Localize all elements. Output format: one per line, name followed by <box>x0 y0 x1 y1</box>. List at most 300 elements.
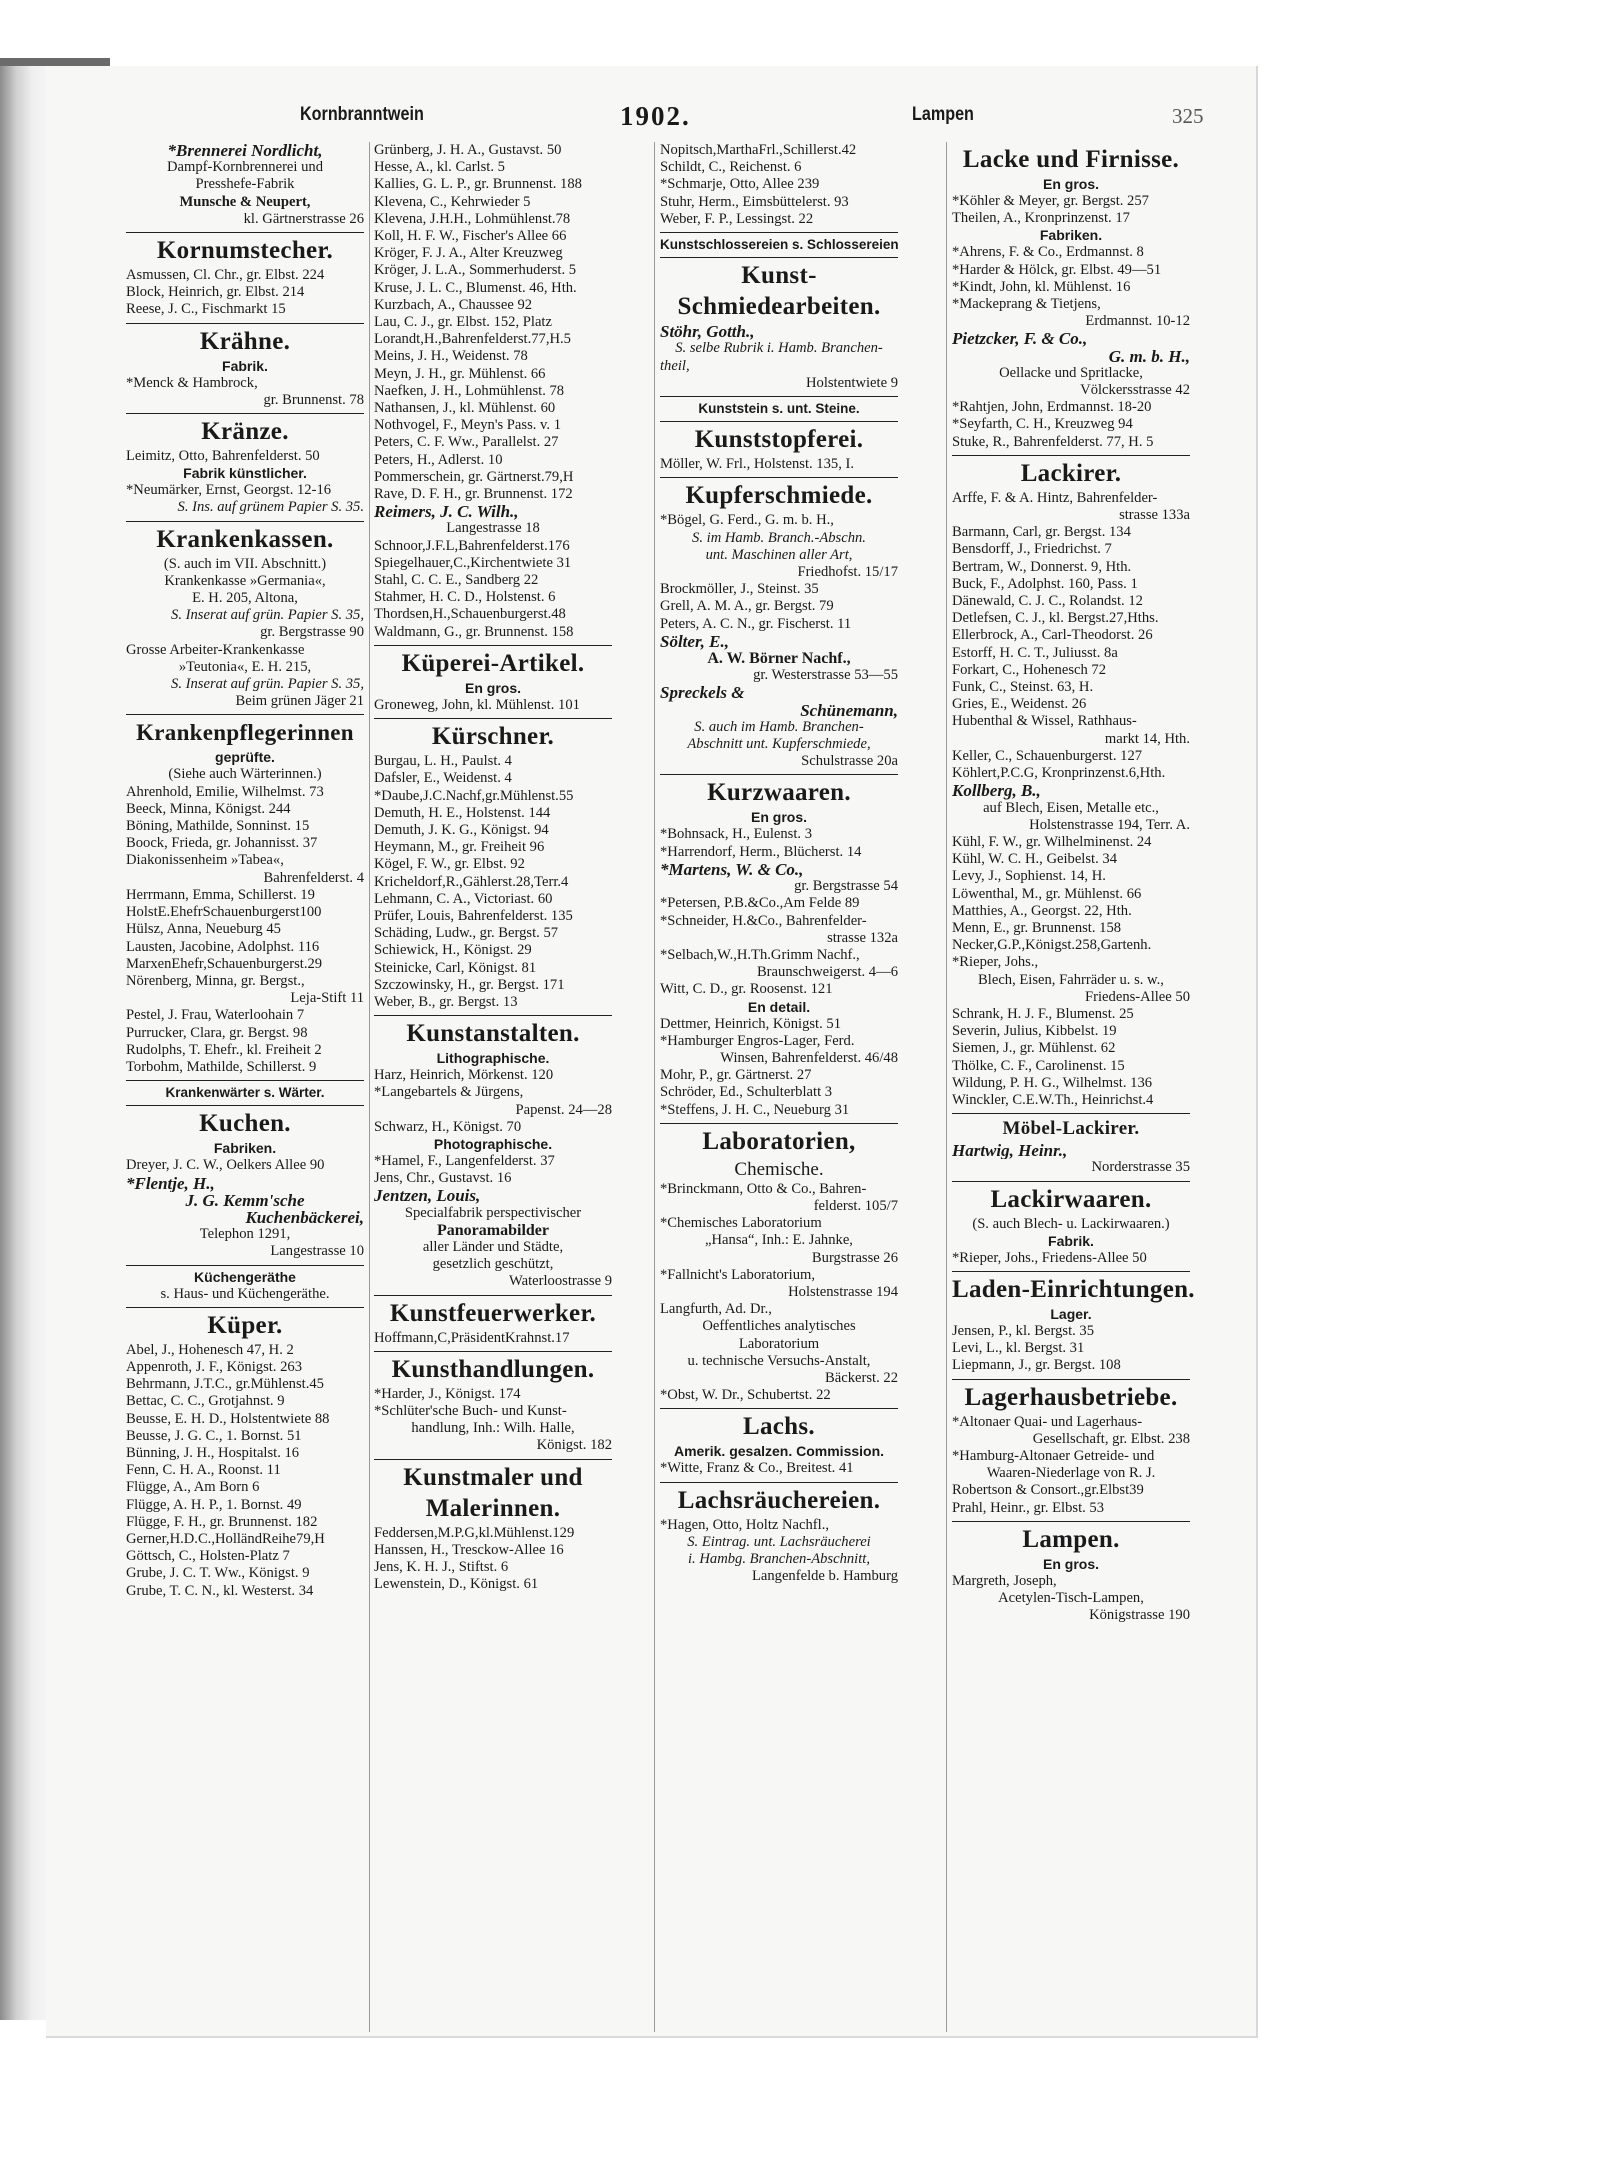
entry-line: *Altonaer Quai- und Lagerhaus- <box>952 1413 1143 1430</box>
entry-line: Pestel, J. Frau, Waterloohain 7 <box>126 1007 305 1024</box>
entry-line: Hanssen, H., Tresckow-Allee 16 <box>374 1541 564 1558</box>
page-header <box>300 101 1240 136</box>
divider <box>660 1482 898 1483</box>
entry-line: Holstenstrasse 194, Terr. A. <box>1029 816 1190 833</box>
entry-line: Forkart, C., Hohenesch 72 <box>952 661 1107 678</box>
entry-line: Langfurth, Ad. Dr., <box>660 1301 772 1318</box>
category-heading: Kunst- <box>741 262 817 290</box>
entry-line: *Bögel, G. Ferd., G. m. b. H., <box>660 512 834 529</box>
entry-line: *Harder, J., Königst. 174 <box>374 1385 521 1402</box>
divider <box>952 1379 1190 1380</box>
category-heading: Lackirer. <box>1020 459 1122 487</box>
divider <box>952 1521 1190 1522</box>
divider <box>374 1015 612 1016</box>
entry-line: *Hagen, Otto, Holtz Nachfl., <box>660 1516 829 1533</box>
entry-line: Grube, J. C. T. Ww., Königst. 9 <box>126 1565 310 1582</box>
entry-line: Kühl, W. C. H., Geibelst. 34 <box>952 851 1117 868</box>
entry-line: Levi, L., kl. Bergst. 31 <box>952 1340 1085 1357</box>
entry-line: gr. Bergstrasse 54 <box>794 878 898 895</box>
entry-line: Stuke, R., Bahrenfelderst. 77, H. 5 <box>952 433 1154 450</box>
cross-reference: Krankenwärter s. Wärter. <box>165 1085 325 1101</box>
directory-column-1 <box>126 142 364 1600</box>
subcategory: Photographische. <box>433 1135 553 1152</box>
entry-line: Prahl, Heinr., gr. Elbst. 53 <box>952 1499 1105 1516</box>
divider <box>126 1080 364 1081</box>
entry-line: Liepmann, J., gr. Bergst. 108 <box>952 1357 1121 1374</box>
category-heading: Küper. <box>207 1311 283 1339</box>
entry-line: Beusse, E. H. D., Holstentwiete 88 <box>126 1410 330 1427</box>
entry-line: Brockmöller, J., Steinst. 35 <box>660 581 819 598</box>
firm-name: Pietzcker, F. & Co., <box>952 330 1088 348</box>
divider <box>126 714 364 715</box>
category-heading: Schmiedearbeiten. <box>677 293 881 321</box>
entry-line: Kurzbach, A., Chaussee 92 <box>374 296 533 313</box>
cross-reference: Kunststein s. unt. Steine. <box>698 401 860 417</box>
entry-line: auf Blech, Eisen, Metalle etc., <box>983 799 1159 816</box>
category-heading: Kunstanstalten. <box>406 1020 580 1048</box>
entry-line: s. Haus- und Küchengeräthe. <box>160 1285 330 1302</box>
firm-name: Reimers, J. C. Wilh., <box>374 503 519 521</box>
entry-line: *Bohnsack, H., Eulenst. 3 <box>660 826 813 843</box>
entry-line: Burgstrasse 26 <box>811 1249 898 1266</box>
entry-line: Weber, B., gr. Bergst. 13 <box>374 993 518 1010</box>
firm-name: Sölter, E., <box>660 632 729 651</box>
entry-line: Nopitsch,MarthaFrl.,Schillerst.42 <box>660 142 857 158</box>
entry-line: Oellacke und Spritlacke, <box>999 364 1143 381</box>
category-heading: Laboratorien, <box>702 1127 856 1155</box>
entry-line: Menn, E., gr. Brunnenst. 158 <box>952 919 1122 936</box>
entry-line: Funk, C., Steinst. 63, H. <box>952 679 1094 696</box>
category-heading: Krankenkassen. <box>156 525 334 553</box>
running-head-left: Kornbranntwein <box>300 104 424 125</box>
entry-line: Lehmann, C. A., Victoriast. 60 <box>374 890 553 907</box>
divider <box>374 1295 612 1296</box>
entry-line: Weber, F. P., Lessingst. 22 <box>660 210 814 227</box>
entry-line: *Steffens, J. H. C., Neueburg 31 <box>660 1101 850 1118</box>
category-heading: Kornumstecher. <box>156 237 334 265</box>
entry-line: Stuhr, Herm., Eimsbüttelerst. 93 <box>660 193 849 210</box>
entry-line: Dreyer, J. C. W., Oelkers Allee 90 <box>126 1157 325 1174</box>
divider <box>660 232 898 233</box>
entry-line: *Rieper, Johs., <box>952 954 1039 971</box>
entry-line: Hubenthal & Wissel, Rathhaus- <box>952 713 1137 730</box>
entry-line: Detlefsen, C. J., kl. Bergst.27,Hths. <box>952 610 1159 627</box>
entry-line: Krankenkasse »Germania«, <box>164 572 326 589</box>
book-spine-shadow <box>0 60 46 2020</box>
entry-line: Demuth, H. E., Holstenst. 144 <box>374 804 551 821</box>
entry-line: Peters, H., Adlerst. 10 <box>374 451 503 468</box>
entry-line: Ahrenhold, Emilie, Wilhelmst. 73 <box>126 783 324 800</box>
entry-line: Holstentwiete 9 <box>805 374 898 391</box>
entry-line: Wildung, P. H. G., Wilhelmst. 136 <box>952 1074 1153 1091</box>
entry-line: *Hamburg-Altonaer Getreide- und <box>952 1447 1155 1464</box>
entry-line: Stahmer, H. C. D., Holstenst. 6 <box>374 589 556 606</box>
entry-line: Holstenstrasse 194 <box>788 1283 898 1300</box>
entry-line: gr. Bergstrasse 90 <box>260 624 364 641</box>
entry-line: Hesse, A., kl. Carlst. 5 <box>374 159 505 176</box>
entry-line: Bäckerst. 22 <box>825 1369 898 1386</box>
entry-line: E. H. 205, Altona, <box>192 590 298 607</box>
entry-line: Pommerschein, gr. Gärtnerst.79,H <box>374 468 574 485</box>
running-head-year: 1902. <box>620 101 691 131</box>
entry-line: Flügge, A. H. P., 1. Bornst. 49 <box>126 1496 302 1513</box>
entry-line: Königstrasse 190 <box>1089 1607 1190 1624</box>
entry-line: Peters, A. C. N., gr. Fischerst. 11 <box>660 615 852 632</box>
entry-line: Fenn, C. H. A., Roonst. 11 <box>126 1462 281 1479</box>
entry-line: Kruse, J. L. C., Blumenst. 46, Hth. <box>374 279 577 296</box>
entry-line: S. auch im Hamb. Branchen- <box>694 718 864 735</box>
entry-line: Beim grünen Jäger 21 <box>235 693 364 710</box>
entry-line: S. im Hamb. Branch.-Abschn. <box>692 529 866 546</box>
entry-line: Bünning, J. H., Hospitalst. 16 <box>126 1444 300 1461</box>
entry-line: Appenroth, J. F., Königst. 263 <box>126 1358 302 1375</box>
entry-line: Gries, E., Weidenst. 26 <box>952 696 1087 713</box>
category-heading: Krankenpflegerinnen <box>136 720 354 746</box>
entry-line: *Rahtjen, John, Erdmannst. 18-20 <box>952 399 1152 416</box>
category-heading: Lagerhausbetriebe. <box>964 1383 1178 1411</box>
entry-line: *Selbach,W.,H.Th.Grimm Nachf., <box>660 946 860 963</box>
divider <box>660 774 898 775</box>
entry-line: Dampf-Kornbrennerei und <box>166 159 323 176</box>
entry-line: Jensen, P., kl. Bergst. 35 <box>952 1322 1095 1339</box>
entry-line: Thordsen,H.,Schauenburgerst.48 <box>374 606 566 623</box>
entry-line: Szczowinsky, H., gr. Bergst. 171 <box>374 976 565 993</box>
entry-line: *Hamel, F., Langenfelderst. 37 <box>374 1152 555 1169</box>
category-heading: Kunstfeuerwerker. <box>389 1299 597 1327</box>
entry-line: Braunschweigerst. 4—6 <box>756 964 898 981</box>
entry-line: S. Ins. auf grünem Papier S. 35. <box>177 499 364 516</box>
entry-line: Bettac, C. C., Grotjahnst. 9 <box>126 1393 285 1410</box>
entry-line: MarxenEhefr,Schauenburgerst.29 <box>126 955 323 972</box>
entry-line: Schröder, Ed., Schulterblatt 3 <box>660 1084 833 1101</box>
entry-line: Groneweg, John, kl. Mühlenst. 101 <box>374 696 580 713</box>
firm-name: *Brennerei Nordlicht, <box>167 142 323 160</box>
entry-line: Köhlert,P.C.G, Kronprinzenst.6,Hth. <box>952 765 1166 782</box>
divider <box>126 1265 364 1266</box>
entry-line: S. Inserat auf grün. Papier S. 35, <box>171 607 364 624</box>
firm-name: Munsche & Neupert, <box>179 193 311 210</box>
entry-line: *Menck & Hambrock, <box>126 374 258 391</box>
entry-line: Königst. 182 <box>536 1437 612 1454</box>
entry-line: Estorff, H. C. T., Juliusst. 8a <box>952 644 1118 661</box>
entry-line: i. Hambg. Branchen-Abschnitt, <box>688 1550 870 1567</box>
entry-line: Flügge, A., Am Born 6 <box>126 1479 260 1496</box>
entry-line: Waldmann, G., gr. Brunnenst. 158 <box>374 623 574 640</box>
entry-line: Schnoor,J.F.L,Bahrenfelderst.176 <box>374 537 570 554</box>
entry-line: Asmussen, Cl. Chr., gr. Elbst. 224 <box>126 267 325 284</box>
firm-name: Schünemann, <box>800 701 898 719</box>
entry-line: Rave, D. F. H., gr. Brunnenst. 172 <box>374 486 573 503</box>
entry-line: S. Inserat auf grün. Papier S. 35, <box>171 676 364 693</box>
entry-line: Panoramabilder <box>437 1221 549 1239</box>
entry-line: *Seyfarth, C. H., Kreuzweg 94 <box>952 416 1133 433</box>
entry-line: Keller, C., Schauenburgerst. 127 <box>952 747 1143 764</box>
entry-line: Schwarz, H., Königst. 70 <box>374 1118 522 1135</box>
subcategory: Lithographische. <box>436 1050 550 1067</box>
entry-line: Nathansen, J., kl. Mühlenst. 60 <box>374 400 556 417</box>
entry-line: Arffe, F. & A. Hintz, Bahrenfelder- <box>952 489 1158 506</box>
subcategory: Amerik. gesalzen. Commission. <box>673 1443 885 1460</box>
entry-line: Hülsz, Anna, Neueburg 45 <box>126 921 281 938</box>
entry-line: Schrank, H. J. F., Blumenst. 25 <box>952 1005 1134 1022</box>
entry-line: *Witte, Franz & Co., Breitest. 41 <box>660 1460 854 1477</box>
entry-line: *Harrendorf, Herm., Blücherst. 14 <box>660 843 862 860</box>
category-heading: Kunsthandlungen. <box>391 1355 595 1383</box>
category-heading: Möbel-Lackirer. <box>1002 1118 1140 1140</box>
entry-line: unt. Maschinen aller Art, <box>705 546 853 563</box>
column-rule <box>946 142 947 2032</box>
subcategory: En gros. <box>750 809 807 826</box>
entry-line: Siemen, J., gr. Mühlenst. 62 <box>952 1040 1116 1057</box>
divider <box>660 477 898 478</box>
subcategory: En gros. <box>1042 1555 1099 1572</box>
entry-line: Blech, Eisen, Fahrräder u. s. w., <box>978 971 1164 988</box>
entry-line: Friedens-Allee 50 <box>1085 988 1190 1005</box>
entry-line: *Obst, W. Dr., Schubertst. 22 <box>660 1387 831 1404</box>
entry-line: Specialfabrik perspectivischer <box>404 1204 582 1221</box>
entry-line: *Ahrens, F. & Co., Erdmannst. 8 <box>952 244 1144 261</box>
entry-line: Nörenberg, Minna, gr. Bergst., <box>126 972 305 989</box>
entry-line: Demuth, J. K. G., Königst. 94 <box>374 821 549 838</box>
entry-line: Klevena, C., Kehrwieder 5 <box>374 193 531 210</box>
entry-line: Lorandt,H.,Bahrenfelderst.77,H.5 <box>374 331 571 348</box>
entry-line: theil, <box>660 357 690 374</box>
subcategory: En detail. <box>747 998 811 1015</box>
divider <box>660 1408 898 1409</box>
entry-line: *Petersen, P.B.&Co.,Am Felde 89 <box>660 895 860 912</box>
cross-reference: Kunstschlossereien s. Schlossereien <box>660 237 899 253</box>
entry-line: gr. Westerstrasse 53—55 <box>753 667 898 684</box>
divider <box>952 1113 1190 1114</box>
category-heading: Kürschner. <box>431 723 555 751</box>
subcategory: En gros. <box>1042 176 1099 192</box>
firm-name: Hartwig, Heinr., <box>952 1142 1068 1160</box>
running-head-right: Lampen <box>912 104 974 125</box>
entry-line: Langestrasse 18 <box>446 520 540 537</box>
entry-line: Harz, Heinrich, Mörkenst. 120 <box>374 1067 554 1084</box>
page-number: 325 <box>1172 104 1204 128</box>
divider <box>126 521 364 522</box>
entry-line: Severin, Julius, Kibbelst. 19 <box>952 1023 1117 1040</box>
entry-line: Jens, Chr., Gustavst. 16 <box>374 1170 512 1187</box>
entry-line: *Rieper, Johs., Friedens-Allee 50 <box>952 1249 1147 1266</box>
firm-name: *Flentje, H., <box>126 1174 215 1192</box>
firm-name: Jentzen, Louis, <box>374 1187 481 1205</box>
entry-line: Dafsler, E., Weidenst. 4 <box>374 770 512 787</box>
entry-line: Heymann, M., gr. Freiheit 96 <box>374 839 545 856</box>
entry-line: Kallies, G. L. P., gr. Brunnenst. 188 <box>374 176 582 193</box>
firm-name: Spreckels & <box>660 684 745 702</box>
entry-line: Meyn, J. H., gr. Mühlenst. 66 <box>374 365 546 382</box>
entry-line: S. Eintrag. unt. Lachsräucherei <box>687 1533 871 1550</box>
entry-line: Burgau, L. H., Paulst. 4 <box>374 753 512 770</box>
entry-line: *Schlüter'sche Buch- und Kunst- <box>374 1402 567 1419</box>
directory-column-4 <box>952 142 1195 1624</box>
entry-line: *Fallnicht's Laboratorium, <box>660 1266 816 1283</box>
divider <box>126 323 364 324</box>
entry-line: Levy, J., Sophienst. 14, H. <box>952 868 1106 885</box>
column-rule <box>369 142 370 2032</box>
entry-line: Feddersen,M.P.G,kl.Mühlenst.129 <box>374 1524 575 1541</box>
entry-line: Bahrenfelderst. 4 <box>263 869 364 886</box>
entry-line: Lau, C. J., gr. Elbst. 152, Platz <box>374 314 552 331</box>
entry-line: Nothvogel, F., Meyn's Pass. v. 1 <box>374 417 561 434</box>
entry-line: Kröger, F. J. A., Alter Kreuzweg <box>374 245 563 262</box>
entry-line: Witt, C. D., gr. Roosenst. 121 <box>660 981 833 998</box>
binding-edge <box>0 58 110 66</box>
entry-line: Reese, J. C., Fischmarkt 15 <box>126 301 286 318</box>
entry-line: *Kindt, John, kl. Mühlenst. 16 <box>952 278 1131 295</box>
divider <box>374 1351 612 1352</box>
divider <box>660 396 898 397</box>
entry-line: Leja-Stift 11 <box>290 990 364 1007</box>
divider <box>374 645 612 646</box>
entry-line: handlung, Inh.: Wilh. Halle, <box>411 1420 575 1437</box>
entry-line: Dänewald, C. J. C., Rolandst. 12 <box>952 593 1143 610</box>
entry-line: Buck, F., Adolphst. 160, Pass. 1 <box>952 575 1138 592</box>
firm-name: J. G. Kemm'sche <box>185 1191 305 1209</box>
entry-line: Behrmann, J.T.C., gr.Mühlenst.45 <box>126 1376 324 1393</box>
subcategory: Fabrik. <box>1048 1232 1094 1249</box>
entry-line: »Teutonia«, E. H. 215, <box>178 658 312 675</box>
entry-line: Boock, Frieda, gr. Johannisst. 37 <box>126 835 318 852</box>
category-heading: Laden-Einrichtungen. <box>952 1275 1195 1303</box>
entry-line: strasse 133a <box>1119 507 1190 524</box>
category-heading: Lampen. <box>1022 1525 1120 1553</box>
entry-line: Necker,G.P.,Königst.258,Gartenh. <box>952 937 1152 954</box>
entry-line: Schildt, C., Reichenst. 6 <box>660 159 802 176</box>
entry-line: Gesellschaft, gr. Elbst. 238 <box>1032 1430 1190 1447</box>
divider <box>374 1459 612 1460</box>
entry-line: Barmann, Carl, gr. Bergst. 134 <box>952 524 1131 541</box>
divider <box>952 1271 1190 1272</box>
category-heading: Kuchen. <box>199 1110 291 1138</box>
entry-line: aller Länder und Städte, <box>422 1238 564 1255</box>
entry-line: *Mackeprang & Tietjens, <box>952 296 1101 313</box>
divider <box>660 257 898 258</box>
divider <box>660 1123 898 1124</box>
entry-line: Papenst. 24—28 <box>515 1101 612 1118</box>
entry-line: Grell, A. M. A., gr. Bergst. 79 <box>660 598 834 615</box>
entry-line: Kögel, F. W., gr. Elbst. 92 <box>374 856 525 873</box>
entry-line: Grosse Arbeiter-Krankenkasse <box>126 641 305 658</box>
entry-line: Koll, H. F. W., Fischer's Allee 66 <box>374 228 567 245</box>
subcategory: Fabriken. <box>1039 227 1103 244</box>
category-heading: Lachs. <box>743 1413 815 1441</box>
entry-line: Oeffentliches analytisches <box>702 1318 856 1335</box>
entry-line: Laboratorium <box>738 1335 820 1352</box>
category-heading: Krähne. <box>199 327 291 355</box>
entry-line: Presshefe-Fabrik <box>195 176 295 193</box>
entry-line: Steinicke, Carl, Königst. 81 <box>374 959 537 976</box>
firm-name: *Martens, W. & Co., <box>660 860 804 879</box>
category-heading: Kunststopferei. <box>694 426 864 454</box>
entry-line: Möller, W. Frl., Holstenst. 135, I. <box>660 456 855 473</box>
entry-line: Matthies, A., Georgst. 22, Hth. <box>952 902 1132 919</box>
entry-line: Lewenstein, D., Königst. 61 <box>374 1576 539 1593</box>
entry-line: Winckler, C.E.W.Th., Heinrichst.4 <box>952 1091 1154 1108</box>
entry-line: Lausten, Jacobine, Adolphst. 116 <box>126 938 320 955</box>
entry-line: Acetylen-Tisch-Lampen, <box>998 1590 1144 1606</box>
divider <box>374 718 612 719</box>
category-heading: Lacke und Firnisse. <box>962 146 1180 173</box>
firm-name: Stöhr, Gotth., <box>660 323 755 341</box>
entry-line: Beeck, Minna, Königst. 244 <box>126 800 291 817</box>
entry-line: Herrmann, Emma, Schillerst. 19 <box>126 886 315 903</box>
subcategory: Lager. <box>1050 1305 1092 1322</box>
entry-line: Dettmer, Heinrich, Königst. 51 <box>660 1015 841 1032</box>
divider <box>660 421 898 422</box>
entry-line: *Neumärker, Ernst, Georgst. 12-16 <box>126 482 332 499</box>
entry-line: felderst. 105/7 <box>813 1197 898 1214</box>
divider <box>126 413 364 414</box>
firm-name: G. m. b. H., <box>1108 347 1190 365</box>
firm-name: Kollberg, B., <box>952 782 1041 800</box>
entry-line: Jens, K. H. J., Stiftst. 6 <box>374 1559 509 1575</box>
entry-line: Bertram, W., Donnerst. 9, Hth. <box>952 558 1132 575</box>
category-heading: Kurzwaaren. <box>707 779 851 807</box>
entry-line: Waaren-Niederlage von R. J. <box>986 1465 1156 1482</box>
category-heading: Lackirwaaren. <box>990 1185 1152 1213</box>
entry-line: HolstE.EhefrSchauenburgerst100 <box>126 904 322 921</box>
entry-line: gesetzlich geschützt, <box>432 1256 554 1273</box>
entry-line: Völckersstrasse 42 <box>1080 382 1190 399</box>
category-heading: Malerinnen. <box>425 1494 561 1522</box>
entry-line: Bensdorff, J., Friedrichst. 7 <box>952 541 1112 558</box>
entry-line: gr. Brunnenst. 78 <box>263 391 364 408</box>
entry-line: Spiegelhauer,C.,Kirchentwiete 31 <box>374 554 572 571</box>
entry-line: Erdmannst. 10-12 <box>1085 313 1190 330</box>
firm-name: A. W. Börner Nachf., <box>707 650 851 668</box>
entry-line: Ellerbrock, A., Carl-Theodorst. 26 <box>952 627 1153 644</box>
subcategory: En gros. <box>464 679 521 696</box>
entry-line: Löwenthal, M., gr. Mühlenst. 66 <box>952 885 1142 902</box>
entry-line: Peters, C. F. Ww., Parallelst. 27 <box>374 434 559 451</box>
entry-line: Abel, J., Hohenesch 47, H. 2 <box>126 1341 294 1358</box>
entry-line: *Langebartels & Jürgens, <box>374 1084 524 1101</box>
entry-line: *Daube,J.C.Nachf,gr.Mühlenst.55 <box>374 787 574 804</box>
entry-line: Flügge, F. H., gr. Brunnenst. 182 <box>126 1513 318 1530</box>
entry-line: Beusse, J. G. C., 1. Bornst. 51 <box>126 1427 302 1444</box>
category-heading: Küperei-Artikel. <box>401 649 585 677</box>
entry-line: Mohr, P., gr. Gärtnerst. 27 <box>660 1067 812 1084</box>
entry-line: Kröger, J. L.A., Sommerhuderst. 5 <box>374 262 577 279</box>
directory-column-3 <box>660 142 898 1585</box>
entry-line: Leimitz, Otto, Bahrenfelderst. 50 <box>126 448 320 465</box>
entry-line: Norderstrasse 35 <box>1091 1159 1190 1176</box>
divider <box>126 1105 364 1106</box>
divider <box>126 232 364 233</box>
entry-line: Waterloostrasse 9 <box>509 1273 612 1290</box>
entry-line: Böning, Mathilde, Sonninst. 15 <box>126 818 310 835</box>
entry-line: *Köhler & Meyer, gr. Bergst. 257 <box>952 193 1149 209</box>
entry-line: Klevena, J.H.H., Lohmühlenst.78 <box>374 210 571 227</box>
entry-line: Telephon 1291, <box>199 1226 291 1243</box>
entry-line: Hoffmann,C,PräsidentKrahnst.17 <box>374 1329 570 1346</box>
subcategory: Chemische. <box>734 1158 824 1180</box>
category-heading: Kränze. <box>201 418 289 446</box>
entry-line: Naefken, J. H., Lohmühlenst. 78 <box>374 382 565 399</box>
entry-line: Friedhofst. 15/17 <box>797 564 898 581</box>
entry-line: Thölke, C. F., Carolinenst. 15 <box>952 1057 1125 1074</box>
entry-line: Langenfelde b. Hamburg <box>751 1568 898 1585</box>
entry-line: strasse 132a <box>827 929 898 946</box>
entry-line: Schulstrasse 20a <box>801 753 898 770</box>
entry-line: Purrucker, Clara, gr. Bergst. 98 <box>126 1024 308 1041</box>
entry-line: Kricheldorf,R.,Gählerst.28,Terr.4 <box>374 873 569 890</box>
entry-line: Schäding, Ludw., gr. Bergst. 57 <box>374 925 559 942</box>
entry-line: (S. auch Blech- u. Lackirwaaren.) <box>972 1215 1170 1232</box>
